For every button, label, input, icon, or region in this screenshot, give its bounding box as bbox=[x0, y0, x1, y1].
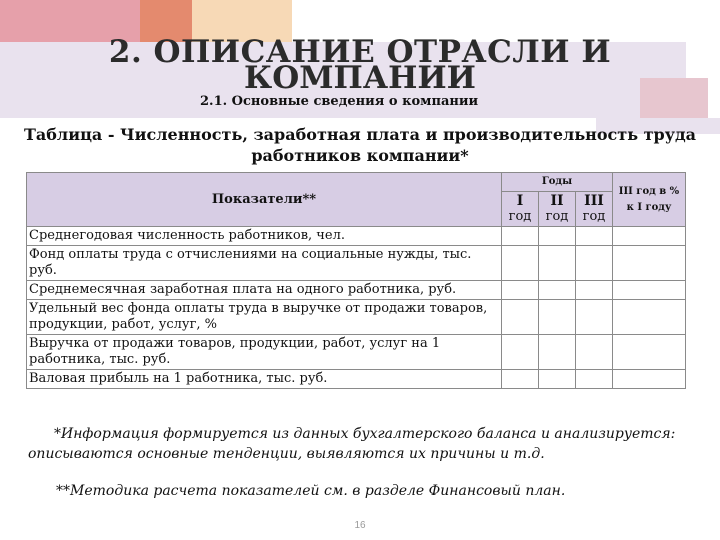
slide-title-line2: КОМПАНИИ bbox=[244, 60, 476, 96]
header-year-1 bbox=[502, 192, 539, 227]
table-row bbox=[27, 281, 686, 300]
table-cell bbox=[613, 281, 686, 300]
footnote-info: *Информация формируется из данных бухгалтерского баланса и анализируется: описываются основные тенденции, выявляются их причины и т.д. bbox=[28, 426, 676, 462]
row-label: Удельный вес фонда оплаты труда в выручке от продажи товаров, продукции, работ, услуг, % bbox=[27, 300, 502, 335]
table-row bbox=[27, 227, 686, 246]
header-year-3 bbox=[576, 192, 613, 227]
year-label: I bbox=[516, 193, 524, 209]
table-cell bbox=[576, 281, 613, 300]
table-cell bbox=[502, 370, 539, 389]
row-label: Среднемесячная заработная плата на одного работника, руб. bbox=[27, 281, 502, 300]
table-caption: Таблица - Численность, заработная плата и производительность труда работников компании* bbox=[23, 125, 697, 165]
table-row bbox=[27, 300, 686, 335]
row-label: Фонд оплаты труда с отчислениями на социальные нужды, тыс. руб. bbox=[27, 246, 502, 281]
year-label: III bbox=[584, 193, 604, 209]
table-row bbox=[27, 370, 686, 389]
row-label: Валовая прибыль на 1 работника, тыс. руб. bbox=[27, 370, 502, 389]
table-cell bbox=[613, 227, 686, 246]
table-cell bbox=[576, 246, 613, 281]
table-cell bbox=[539, 227, 576, 246]
table-cell bbox=[539, 300, 576, 335]
row-label: Выручка от продажи товаров, продукции, работ, услуг на 1 работника, тыс. руб. bbox=[27, 335, 502, 370]
table-cell bbox=[502, 227, 539, 246]
table-cell bbox=[539, 246, 576, 281]
table-cell bbox=[576, 227, 613, 246]
table-cell bbox=[502, 281, 539, 300]
year-label: II bbox=[550, 193, 564, 209]
table-cell bbox=[613, 335, 686, 370]
slide-title-line1: 2. ОПИСАНИЕ ОТРАСЛИ И bbox=[108, 34, 612, 70]
footnote-method: **Методика расчета показателей см. в разделе Финансовый план. bbox=[56, 483, 566, 499]
year-suffix: год bbox=[582, 209, 606, 224]
table-cell bbox=[502, 300, 539, 335]
page-number: 16 bbox=[354, 520, 366, 531]
table-cell bbox=[539, 281, 576, 300]
table-cell bbox=[539, 370, 576, 389]
indicators-table bbox=[26, 172, 686, 389]
table-cell bbox=[576, 300, 613, 335]
slide-subtitle: 2.1. Основные сведения о компании bbox=[200, 94, 479, 109]
header-year-2 bbox=[539, 192, 576, 227]
header-indicators: Показатели** bbox=[27, 173, 502, 227]
row-label: Среднегодовая численность работников, чел. bbox=[27, 227, 502, 246]
table-row bbox=[27, 335, 686, 370]
header-ratio: III год в % к I году bbox=[613, 173, 686, 227]
year-suffix: год bbox=[508, 209, 532, 224]
table-cell bbox=[539, 335, 576, 370]
table-header-row bbox=[27, 173, 686, 192]
header-years: Годы bbox=[502, 173, 613, 192]
table-cell bbox=[576, 335, 613, 370]
table-cell bbox=[613, 300, 686, 335]
table-cell bbox=[613, 370, 686, 389]
year-suffix: год bbox=[545, 209, 569, 224]
table-cell bbox=[502, 246, 539, 281]
table-row bbox=[27, 246, 686, 281]
table-cell bbox=[502, 335, 539, 370]
table-cell bbox=[576, 370, 613, 389]
table-cell bbox=[613, 246, 686, 281]
